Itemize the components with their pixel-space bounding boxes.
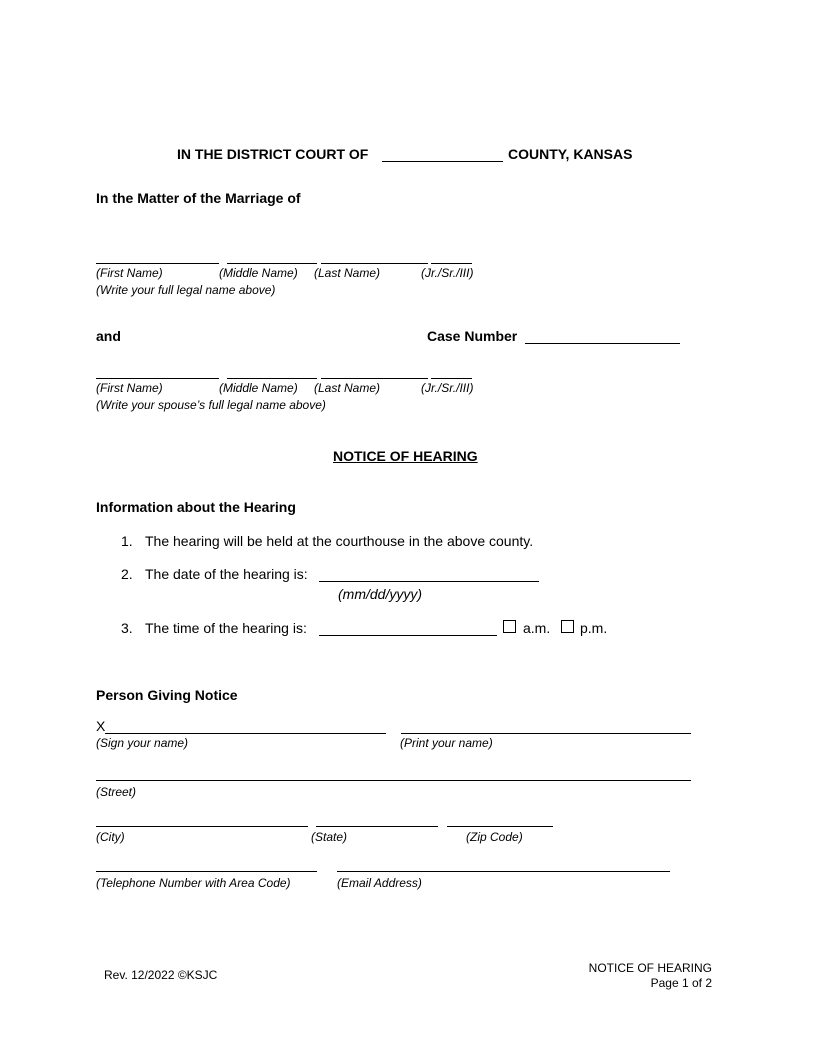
court-suffix: COUNTY, KANSAS <box>508 146 633 162</box>
state-label: (State) <box>311 830 348 844</box>
hearing-date-line[interactable] <box>319 581 539 582</box>
hearing-item-2-text: The date of the hearing is: <box>145 566 308 582</box>
spouse-suffix-label: (Jr./Sr./III) <box>421 381 474 395</box>
revision-text: Rev. 12/2022 ©KSJC <box>104 968 218 982</box>
hearing-heading: Information about the Hearing <box>96 499 296 515</box>
hearing-item-3-text: The time of the hearing is: <box>145 620 307 636</box>
city-line[interactable] <box>96 826 308 827</box>
email-line[interactable] <box>337 871 670 872</box>
footer-form-name: NOTICE OF HEARING <box>588 961 712 975</box>
city-label: (City) <box>96 830 125 844</box>
petitioner-last-name-line[interactable] <box>321 263 428 264</box>
spouse-middle-name-line[interactable] <box>227 378 317 379</box>
petitioner-last-name-label: (Last Name) <box>314 266 381 280</box>
telephone-label: (Telephone Number with Area Code) <box>96 876 291 890</box>
petitioner-suffix-line[interactable] <box>431 263 472 264</box>
hearing-item-1-text: The hearing will be held at the courthouse in the above county. <box>145 533 534 549</box>
email-label: (Email Address) <box>337 876 422 890</box>
matter-of-label: In the Matter of the Marriage of <box>96 190 301 206</box>
hearing-item-3-number: 3. <box>121 620 133 636</box>
street-label: (Street) <box>96 785 137 799</box>
hearing-time-line[interactable] <box>319 635 497 636</box>
hearing-item-1-number: 1. <box>121 533 133 549</box>
spouse-last-name-line[interactable] <box>321 378 428 379</box>
am-checkbox[interactable] <box>503 620 516 633</box>
case-number-line[interactable] <box>525 343 680 344</box>
petitioner-suffix-label: (Jr./Sr./III) <box>421 266 474 280</box>
petitioner-first-name-label: (First Name) <box>96 266 163 280</box>
spouse-first-name-label: (First Name) <box>96 381 163 395</box>
pm-label: p.m. <box>580 620 608 636</box>
document-title: NOTICE OF HEARING <box>333 448 478 464</box>
notice-giver-heading: Person Giving Notice <box>96 687 238 703</box>
spouse-last-name-label: (Last Name) <box>314 381 381 395</box>
hearing-item-2-number: 2. <box>121 566 133 582</box>
spouse-middle-name-label: (Middle Name) <box>219 381 298 395</box>
state-line[interactable] <box>316 826 438 827</box>
spouse-suffix-line[interactable] <box>431 378 472 379</box>
signature-line[interactable] <box>105 733 386 734</box>
sign-name-label: (Sign your name) <box>96 736 189 750</box>
court-prefix: IN THE DISTRICT COURT OF <box>177 146 369 162</box>
street-line[interactable] <box>96 780 691 781</box>
and-label: and <box>96 328 121 344</box>
footer-page-number: Page 1 of 2 <box>650 976 712 990</box>
spouse-first-name-line[interactable] <box>96 378 219 379</box>
spouse-instruction: (Write your spouse’s full legal name above) <box>96 398 326 412</box>
print-name-label: (Print your name) <box>400 736 493 750</box>
zip-code-line[interactable] <box>447 826 553 827</box>
petitioner-middle-name-line[interactable] <box>227 263 317 264</box>
pm-checkbox[interactable] <box>561 620 574 633</box>
signature-x-mark: X <box>96 718 106 734</box>
zip-code-label: (Zip Code) <box>466 830 523 844</box>
am-label: a.m. <box>523 620 551 636</box>
petitioner-instruction: (Write your full legal name above) <box>96 283 276 297</box>
county-name-line[interactable] <box>382 161 503 162</box>
print-name-line[interactable] <box>401 733 691 734</box>
telephone-line[interactable] <box>96 871 317 872</box>
petitioner-middle-name-label: (Middle Name) <box>219 266 298 280</box>
hearing-date-hint: (mm/dd/yyyy) <box>338 586 422 602</box>
case-number-label: Case Number <box>427 328 518 344</box>
petitioner-first-name-line[interactable] <box>96 263 219 264</box>
